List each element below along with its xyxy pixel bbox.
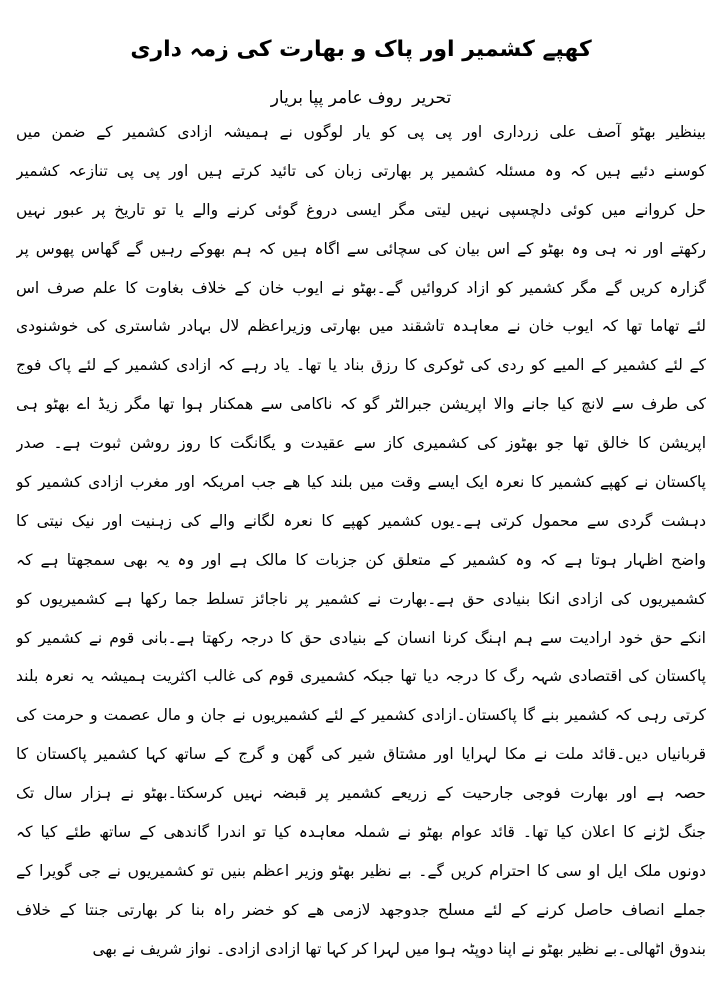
body-line: بینظیر بھٹو آصف علی زرداری اور پی پی کو یار لوگوں نے ہمیشہ ازادی کشمیر کے ضمن میں [16,123,706,141]
body-line: پاکستان کی اقتصادی شہہ رگ کا درجہ دیا تھا جبکہ کشمیری قوم کی غالب اکثریت ہمیشہ یہ نعرہ بلند [16,667,706,686]
byline-label: تحریر [412,88,452,108]
body-line: قربانیاں دیں۔قائد ملت نے مکا لہرایا اور مشتاق شیر کی گھن و گرج کے ساتھ کہا کشمیر پاکستان کا [16,745,706,764]
body-line: حل کروانے میں کوئی دلچسپی نہیں لیتی مگر ایسی دروغ گوئی کرنے والے یا تو تاریخ پر عبور نہیں [16,200,706,219]
body-line: جنگ لڑنے کا اعلان کیا تھا۔ قائد عوام بھٹو نے شملہ معاہدہ کیا تو اندرا گاندھی کے ساتھ طئے کیا کہ [16,823,706,842]
body-line: دونوں ملک ایل او سی کا احترام کریں گے۔ بے نظیر بھٹو وزیر اعظم بنیں تو کشمیریوں نے جی گویرا کے [16,861,706,880]
body-line: پاکستان نے کھپے کشمیر کا نعرہ ایک ایسے وقت میں بلند کیا ھے جب امریکہ اور مغرب ازادی کشمیر کو [16,473,706,492]
article-title: کھپے کشمیر اور پاک و بھارت کی زمہ داری [130,37,592,62]
body-line: انکے حق خود ارادیت سے ہم اہنگ کرنا انسان کے بنیادی حق کا درجہ رکھتا ہے۔بانی قوم نے کشمیر کو [16,628,706,647]
body-line: کشمیریوں کی ازادی انکا بنیادی حق ہے۔بھارت نے کشمیر پر ناجائز تسلط جما رکھا ہے کشمیریوں کو [16,589,706,608]
body-line: کوسنے دئیے ہیں کہ وہ مسئلہ کشمیر پر بھارتی زبان کی تائید کرتے ہیں اور پی پی تنازعہ کشمیر [16,161,706,180]
body-line: واضح اظہار ہوتا ہے کہ وہ کشمیر کے متعلق کن جزبات کا مالک ہے اور وہ یہ بھی سمجھتا ہے کہ [16,550,706,569]
byline [0,86,722,110]
body-line: کے لئے کشمیر کے المیے کو ردی کی ٹوکری کا رزق بناد یا تھا۔ یاد رہے کہ ازادی کشمیر کے لئے پاک فوج [16,356,706,375]
body-line: حصہ ہے اور بھارت فوجی جارحیت کے زریعے کشمیر پر قبضہ نہیں کرسکتا۔بھٹو نے ہزار سال تک [16,784,706,803]
article-body [16,117,706,973]
body-line: کرتی رہی کہ کشمیر بنے گا پاکستان۔ازادی کشمیر کے لئے کشمیریوں نے جان و مال عصمت و حرمت کی [16,706,706,725]
body-line: لئے تھاما تھا کہ ایوب خان نے معاہدہ تاشقند میں بھارتی وزیراعظم لال بہادر شاستری کی خوشنودی [16,317,706,336]
body-line: دہشت گردی سے محمول کرتی ہے۔یوں کشمیر کھپے کا نعرہ لگانے والے کی زہنیت اور نیک نیتی کا [16,511,706,530]
body-line: بندوق اٹھالی۔بے نظیر بھٹو نے اپنا دوپٹہ ہوا میں لہرا کر کہا تھا ازادی ازادی۔ نواز شریف نے بھی [92,939,706,958]
author-name: روف عامر پپا بریار [270,88,403,108]
body-line: گزارہ کریں گے مگر کشمیر کو ازاد کروائیں گے۔بھٹو نے ایوب خان کے خلاف بغاوت کا علم صرف اس [16,278,706,297]
body-line: رکھتے اور نہ ہی وہ بھٹو کے اس بیان کی سچائی سے اگاہ ہیں کہ ہم بھوکے رہیں گے گھاس پھوس پر [16,239,706,258]
body-line: کی طرف سے لانچ کیا جانے والا اپریشن جبرالٹر گو کہ ناکامی سے ھمکنار ہوا تھا مگر زیڈ اے بھٹو ہی [16,395,706,414]
body-line: جملے انصاف حاصل کرنے کے لئے مسلح جدوجھد لازمی ھے کو خضر راہ بنا کر بھارتی جنتا کے خلاف [16,900,706,919]
body-line: اپریشن کا خالق تھا جو بھٹوز کی کشمیری کاز سے عقیدت و یگانگت کا روز روشن ثبوت ہے۔ صدر [16,434,706,453]
